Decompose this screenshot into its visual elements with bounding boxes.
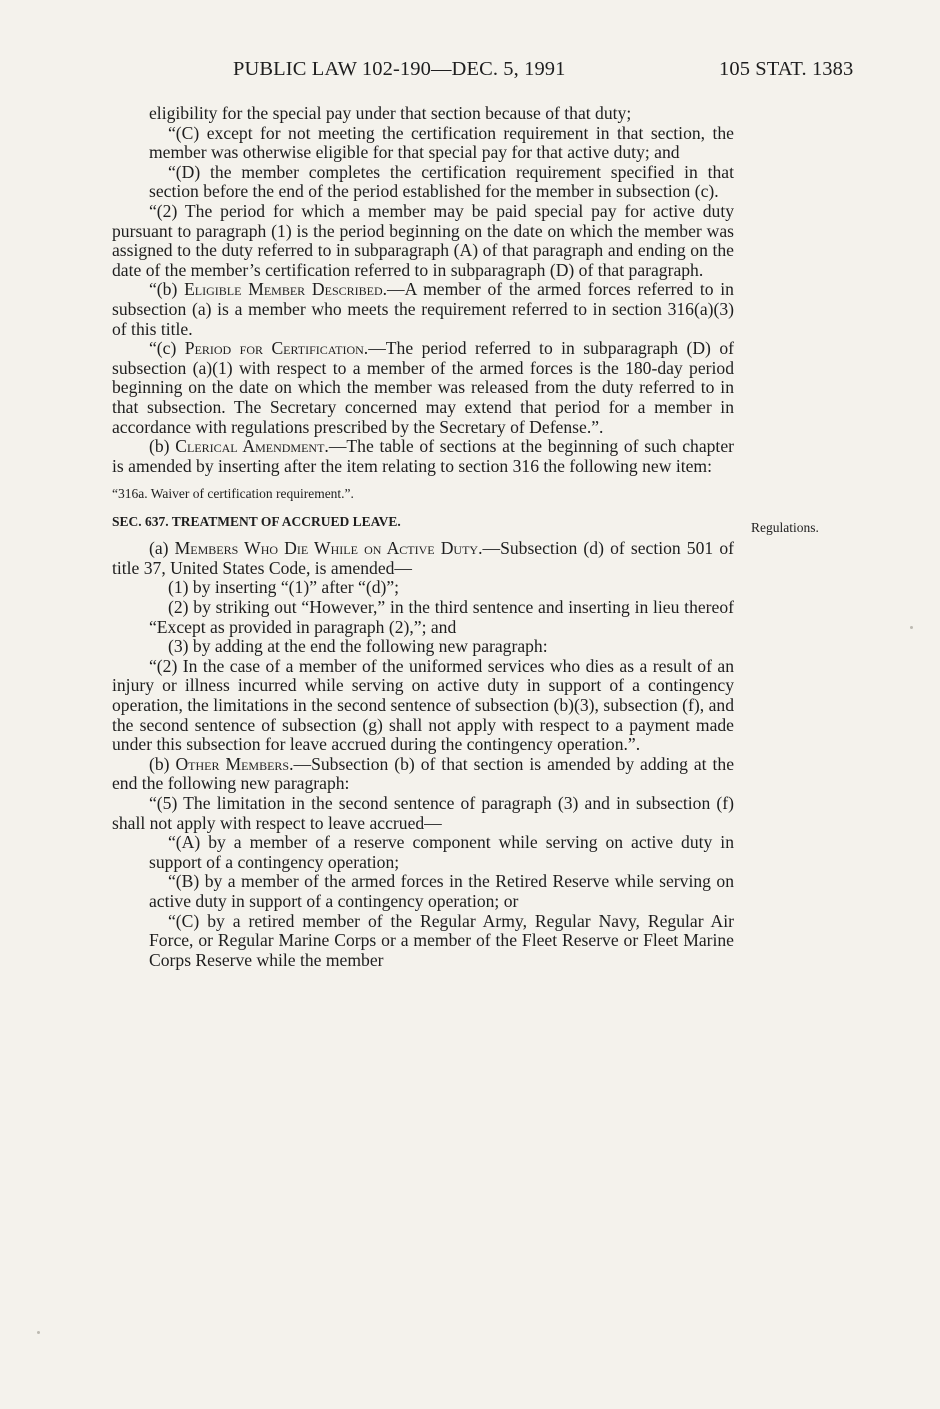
text-run: .—The table of sections at the beginning of such chapter is amended by inserting after the item relating to section 316 the following new item: — [112, 436, 734, 476]
subsection-heading: Members Who Die While on Active Duty — [174, 538, 479, 559]
text-run: “(c) — [149, 338, 185, 359]
amendment-3: (3) by adding at the end the following new paragraph: — [168, 636, 548, 657]
running-header — [0, 58, 940, 88]
scan-speck — [910, 626, 913, 629]
paragraph-continuation: eligibility for the special pay under that section because of that duty; — [149, 103, 632, 123]
amendment-1: (1) by inserting “(1)” after “(d)”; — [168, 577, 400, 598]
subsection-b — [112, 280, 734, 339]
header-stat-page: 105 STAT. 1383 — [719, 58, 854, 80]
header-title: PUBLIC LAW 102-190—DEC. 5, 1991 — [233, 58, 566, 80]
paragraph-d: “(D) the member completes the certification requirement specified in that section before the end of the period established for the member in subsection (c). — [149, 161, 734, 202]
clause-c: “(C) by a retired member of the Regular Army, Regular Navy, Regular Air Force, or Regular Marine Corps or a member of the Fleet Reserve or Fleet Marine Corps Reserve while the member — [149, 910, 734, 970]
document-body — [112, 104, 734, 970]
text-run: “(b) — [149, 279, 185, 300]
subsection-heading: Other Members — [175, 753, 290, 774]
paragraph-c: “(C) except for not meeting the certification requirement in that section, the member was otherwise eligible for that special pay for that active duty; and — [149, 122, 734, 163]
text-run: .—The period referred to in subparagraph (D) of subsection (a)(1) with respect to a member of the armed forces is the 180-day period beginning on the date on which the member was released from the duty referred to in that subsection. The Secretary concerned may extend that period for a member in accordance with regulations prescribed by the Secretary of Defense.”. — [112, 338, 735, 437]
text-run: (b) — [149, 436, 176, 457]
paragraph-2: “(2) The period for which a member may be paid special pay for active duty pursuant to paragraph (1) is the period beginning on the date on which the member was assigned to the duty referred to in subparagraph (A) of that paragraph and ending on the date of the member’s certification referred to in subparagraph (D) of that paragraph. — [112, 200, 734, 280]
subsection-heading: Period for Certification — [184, 338, 364, 359]
subsection-c — [112, 339, 734, 437]
text-run: .—Subsection (b) of that section is amended by adding at the end the following new paragraph: — [112, 753, 735, 794]
text-run: (b) — [149, 753, 176, 774]
clause-a: “(A) by a member of a reserve component while serving on active duty in support of a contingency operation; — [149, 832, 734, 872]
new-paragraph-5: “(5) The limitation in the second sentence of paragraph (3) and in subsection (f) shall not apply with respect to leave accrued— — [112, 793, 734, 833]
margin-note: Regulations. — [751, 520, 819, 535]
text-run: .—A member of the armed forces referred to in subsection (a) is a member who meets the requirement referred to in section 316(a)(3) of this title. — [112, 279, 734, 339]
subsection-a — [112, 539, 734, 578]
clause-b: “(B) by a member of the armed forces in the Retired Reserve while serving on active duty in support of a contingency operation; or — [149, 871, 734, 911]
subsection-heading: Eligible Member Described — [184, 279, 383, 300]
subsection-b-other — [112, 755, 734, 794]
scan-speck — [37, 1331, 40, 1334]
text-run: .—Subsection (d) of section 501 of title 37, United States Code, is amended— — [112, 538, 734, 578]
clerical-amendment — [112, 437, 734, 476]
amendment-2: (2) by striking out “However,” in the third sentence and inserting in lieu thereof “Except as provided in paragraph (2),”; and — [149, 597, 734, 637]
text-run: (a) — [149, 538, 175, 559]
subsection-heading: Clerical Amendment — [175, 436, 325, 457]
section-heading: SEC. 637. TREATMENT OF ACCRUED LEAVE. — [112, 514, 401, 530]
table-item: “316a. Waiver of certification requirement.”. — [112, 486, 354, 502]
new-paragraph-2: “(2) In the case of a member of the uniformed services who dies as a result of an injury or illness incurred while serving on active duty in support of a contingency operation, the limitations in the second sentence of subsection (b)(3), subsection (f), and the second sentence of subsection (g) shall not apply with respect to a payment made under this subsection for leave accrued during the contingency operation.”. — [112, 655, 734, 755]
